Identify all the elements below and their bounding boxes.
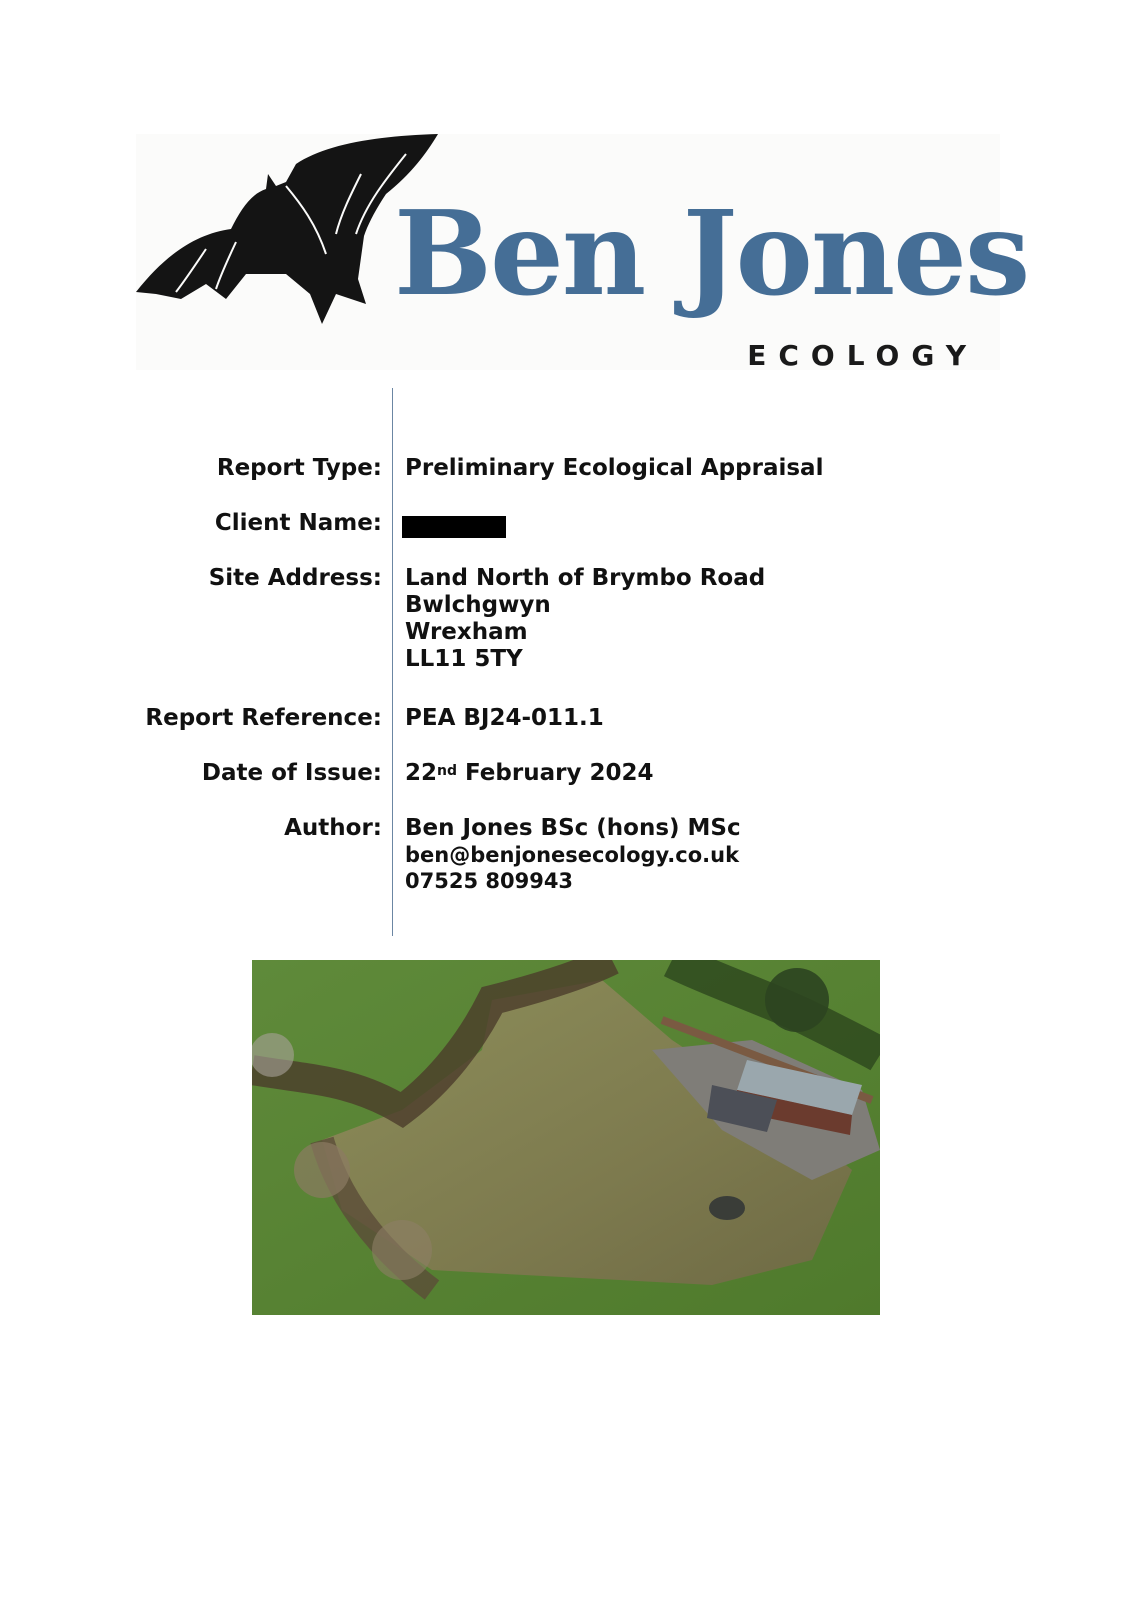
date-suffix: nd [437, 763, 458, 779]
aerial-site-photo [252, 960, 880, 1315]
date-day: 22 [405, 760, 438, 786]
address-line: Bwlchgwyn [405, 592, 551, 618]
date-rest: February 2024 [457, 760, 654, 786]
brand-name: Ben Jones [394, 186, 1029, 322]
address-line: LL11 5TY [405, 646, 523, 672]
report-reference-value: PEA BJ24-011.1 [405, 705, 604, 731]
site-address-label: Site Address: [208, 565, 382, 591]
author-name: Ben Jones BSc (hons) MSc [405, 815, 741, 841]
author-value [405, 815, 741, 894]
redaction-bar [402, 516, 506, 538]
author-label: Author: [284, 815, 382, 841]
address-line: Wrexham [405, 619, 528, 645]
date-of-issue-label: Date of Issue: [201, 760, 382, 786]
address-line: Land North of Brymbo Road [405, 565, 766, 591]
report-type-label: Report Type: [216, 455, 382, 481]
report-reference-label: Report Reference: [145, 705, 382, 731]
client-name-label: Client Name: [214, 510, 382, 536]
brand-subtitle: ECOLOGY [747, 339, 978, 372]
vertical-divider [392, 388, 393, 936]
date-of-issue-value [405, 760, 653, 787]
report-type-value: Preliminary Ecological Appraisal [405, 455, 824, 481]
site-address-value [405, 565, 765, 673]
author-email: ben@benjonesecology.co.uk [405, 843, 740, 867]
company-logo [136, 134, 1029, 372]
author-phone: 07525 809943 [405, 869, 574, 893]
